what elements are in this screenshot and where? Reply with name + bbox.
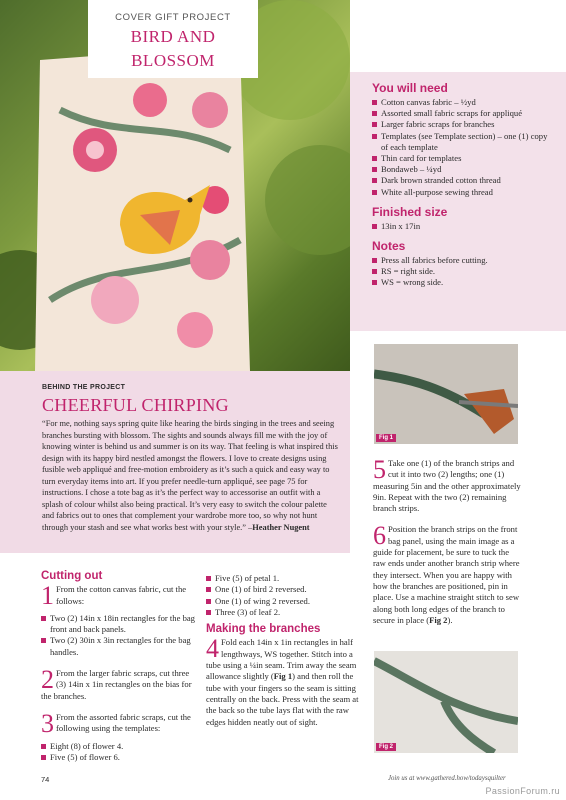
step-number: 5 <box>373 455 386 484</box>
title-box <box>88 0 258 78</box>
list-item: White all-purpose sewing thread <box>372 187 556 198</box>
step-3-list-continued <box>206 573 363 618</box>
join-us-link[interactable]: Join us at www.gathered.how/todaysquilter <box>388 775 506 782</box>
list-item: Five (5) of petal 1. <box>206 573 363 584</box>
step-4 <box>206 634 363 727</box>
fig-2-photo <box>374 651 518 753</box>
list-item: Eight (8) of flower 4. <box>41 741 196 752</box>
title-line-1: BIRD AND <box>130 27 216 46</box>
fig-1-photo <box>374 344 518 444</box>
list-item: WS = wrong side. <box>372 277 556 288</box>
step-text: From the larger fabric scraps, cut three (3) 14in x 1in rectangles on the bias for the branches. <box>41 668 192 701</box>
title-kicker: COVER GIFT PROJECT <box>115 12 231 23</box>
step-text: ) and then roll the tube with your fingers so the seam is sitting centrally on the back. Press with the seam at the back so the tube lays flat with the raw edges hidden neatly out of sight. <box>206 671 359 727</box>
step-2 <box>41 665 196 702</box>
step-3 <box>41 708 196 738</box>
list-item: Three (3) of leaf 2. <box>206 607 363 618</box>
cutting-out-column <box>41 571 196 769</box>
step-number: 3 <box>41 708 54 738</box>
behind-body-text: “For me, nothing says spring quite like hearing the birds singing in the trees and seeing branches bursting with blossom. The sights and sounds always fill me with the joy of knowing winter is behind us and summer is on its way. That feeling is what inspired this design with its happy bird nestled amongst the flowers. I love to create designs using fusible web appliqué and free-motion embroidery as it’s such a quick and easy way to turn everyday items into art. If you prefer needle-turn appliqué, see page 75 for instructions. I chose a tote bag as it’s the perfect way to accessorise an outfit with a splash of colour whilst also being practical. It’s very easy to switch the colour palette and fabrics out to ones that complement your wardrobe more too, so why not hunt through your stash and see what works best with your style.” – <box>42 419 338 532</box>
step-number: 6 <box>373 521 386 551</box>
fig-2-image <box>374 651 518 753</box>
list-item: Dark brown stranded cotton thread <box>372 175 556 186</box>
fig-1-label: Fig 1 <box>376 434 396 442</box>
list-item: Press all fabrics before cutting. <box>372 255 556 266</box>
list-item: Larger fabric scraps for branches <box>372 119 556 130</box>
making-branches-heading: Making the branches <box>206 623 321 636</box>
list-item: RS = right side. <box>372 266 556 277</box>
title-line-2: BLOSSOM <box>131 51 215 70</box>
step-text: Position the branch strips on the front bag panel, using the main image as a guide for placement, be sure to tuck the raw ends under another branch strip where they intersect. When you are happy with how the branches are positioned, pin in place. Use a machine straight stitch to sew along both long edges of the branch to secure in place ( <box>373 524 520 625</box>
cutting-out-heading: Cutting out <box>41 570 103 582</box>
step-1 <box>41 581 196 611</box>
step-5 <box>373 455 523 514</box>
list-item: Bondaweb – ¼yd <box>372 164 556 175</box>
list-item: Two (2) 30in x 3in rectangles for the bag handles. <box>41 635 196 658</box>
fig-1-image <box>374 344 518 444</box>
notes-list <box>372 255 556 289</box>
list-item: One (1) of wing 2 reversed. <box>206 596 363 607</box>
finished-size-heading: Finished size <box>372 204 448 219</box>
list-item: Five (5) of flower 6. <box>41 752 196 763</box>
you-will-need-heading: You will need <box>372 81 448 95</box>
step-text: From the assorted fabric scraps, cut the following using the templates: <box>56 711 191 734</box>
step-3-list <box>41 741 196 764</box>
list-item: One (1) of bird 2 reversed. <box>206 584 363 595</box>
behind-body <box>42 418 340 533</box>
page-footer <box>0 772 566 800</box>
step-1-list <box>41 613 196 658</box>
list-item: Two (2) 14in x 18in rectangles for the bag front and back panels. <box>41 613 196 636</box>
list-item: Cotton canvas fabric – ½yd <box>372 97 556 108</box>
list-item: Assorted small fabric scraps for appliqué <box>372 108 556 119</box>
behind-title: CHEERFUL CHIRPING <box>42 395 229 415</box>
list-item: Templates (see Template section) – one (1) copy of each template <box>372 131 556 153</box>
watermark: PassionForum.ru <box>485 786 560 796</box>
fig-reference: Fig 2 <box>429 614 448 625</box>
page-number: 74 <box>41 775 50 784</box>
behind-kicker: BEHIND THE PROJECT <box>42 384 126 391</box>
list-item: 13in x 17in <box>372 221 556 232</box>
step-text: Take one (1) of the branch strips and cut it into two (2) lengths; one (1) measuring 5in and the other approximately 9in. Repeat with the two (2) remaining branch strips. <box>373 458 521 514</box>
behind-the-project-panel <box>0 371 350 553</box>
step-6 <box>373 521 523 626</box>
steps-column-right <box>373 455 523 632</box>
materials-panel <box>350 72 566 331</box>
step-text: From the cotton canvas fabric, cut the follows: <box>56 584 187 606</box>
author-name: Heather Nugent <box>252 522 310 532</box>
step-number: 4 <box>206 634 219 664</box>
step-text: Fold each 14in x 1in rectangles in half lengthways, WS together. Stitch into a tube using a ¼in seam. Trim away the seam allowance slightly ( <box>206 637 357 682</box>
step-number: 1 <box>41 581 54 611</box>
step-text: ). <box>447 614 453 625</box>
list-item: Thin card for templates <box>372 153 556 164</box>
notes-heading: Notes <box>372 239 406 254</box>
you-will-need-list <box>372 97 556 198</box>
finished-size-list <box>372 221 556 232</box>
making-branches-column <box>206 573 363 734</box>
step-number: 2 <box>41 665 54 695</box>
fig-reference: Fig 1 <box>273 671 293 682</box>
fig-2-label: Fig 2 <box>376 743 396 751</box>
